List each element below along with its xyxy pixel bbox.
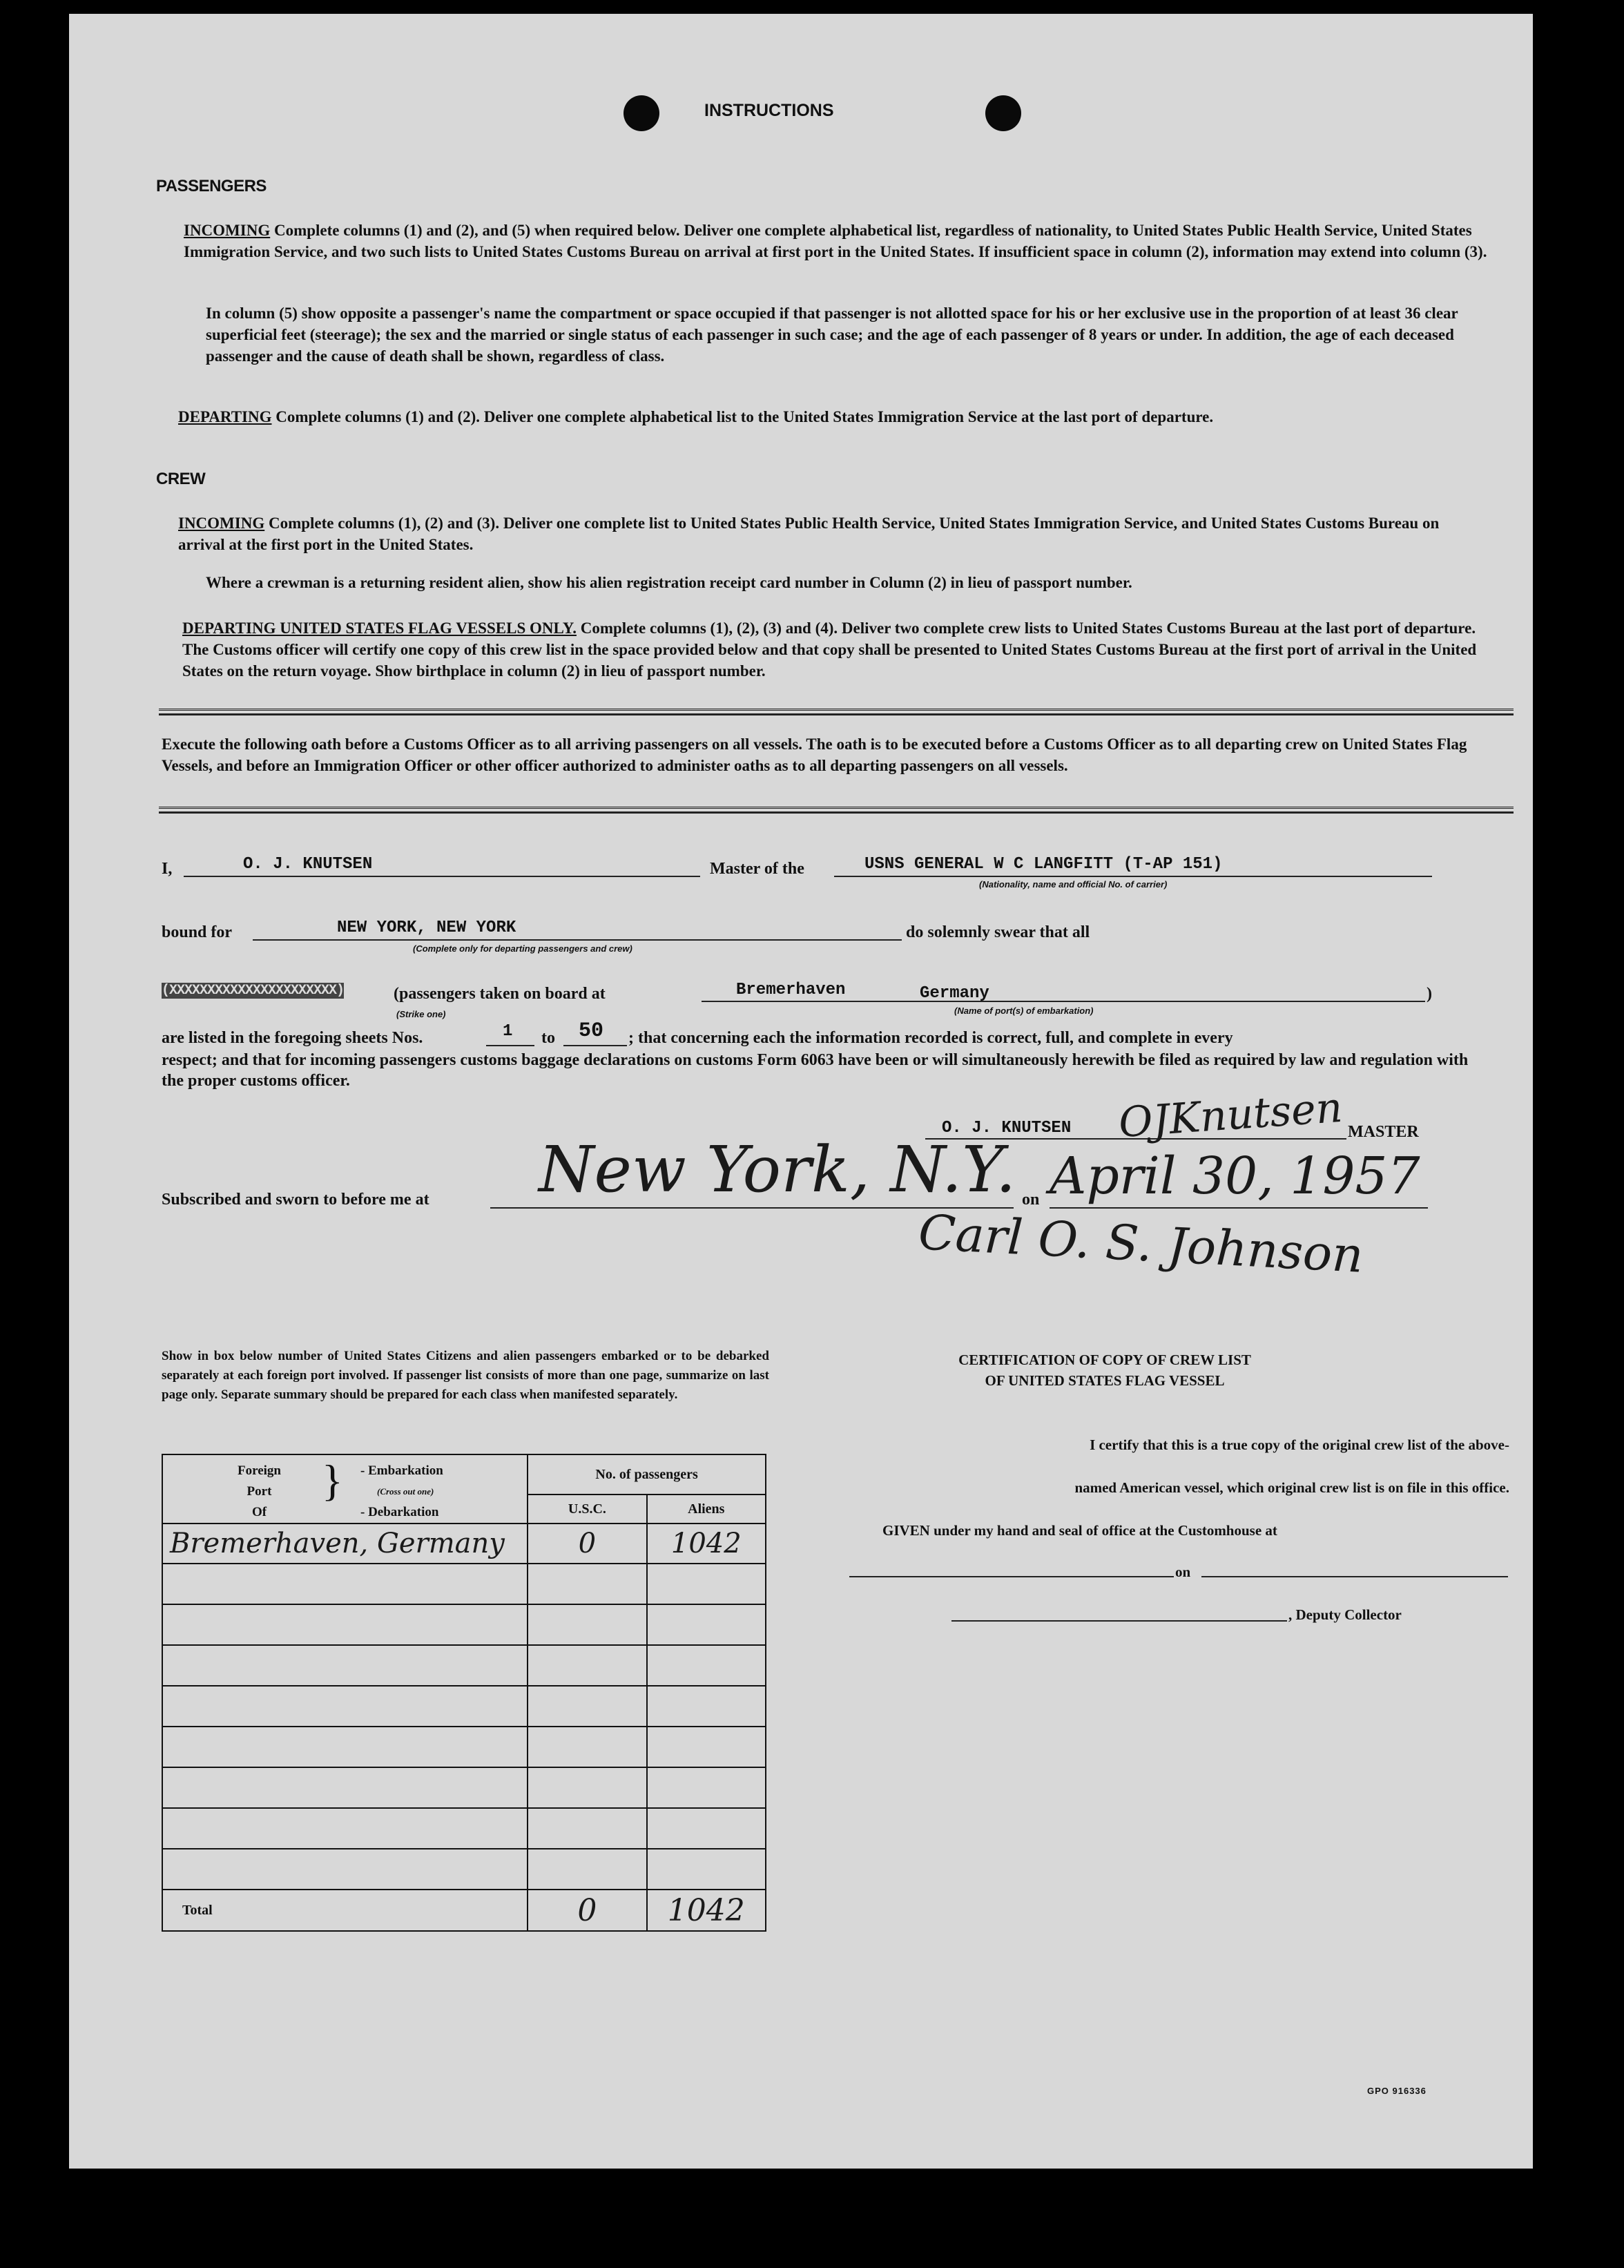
col-passengers: No. of passengers (528, 1454, 766, 1495)
passengers-incoming (184, 220, 1489, 262)
sworn-place: New York, N.Y. (539, 1133, 1016, 1207)
crew-departing (182, 617, 1489, 682)
close-paren: ) (1427, 985, 1432, 1003)
table-row (162, 1808, 766, 1849)
embarkation-port: Bremerhaven (736, 981, 846, 999)
master-label: MASTER (1348, 1123, 1419, 1141)
bound-for-line (253, 939, 902, 941)
table-row (162, 1849, 766, 1890)
master-of-label: Master of the (710, 860, 804, 878)
crew-incoming-text: Complete columns (1), (2) and (3). Deliver one complete list to United States Public Health Service, United States Immigration Service, and United States Customs Bureau on arrival at the first port in the United States. (178, 515, 1440, 553)
col-usc: U.S.C. (528, 1495, 646, 1524)
crew-incoming (178, 512, 1489, 555)
table-row (162, 1524, 766, 1564)
summary-instructions: Show in box below number of United States Citizens and alien passengers embarked or to be debarked separately at each foreign port involved. If passenger list consists of more than one page, summarize on last page only. Separate summary should be prepared for each class when manifested separately. (162, 1349, 769, 1402)
crew-incoming-label: INCOMING (178, 515, 265, 532)
total-row (162, 1890, 766, 1931)
certification-title-line1: CERTIFICATION OF COPY OF CREW LIST (958, 1352, 1251, 1368)
table-row (162, 1727, 766, 1767)
row-usc: 0 (528, 1524, 646, 1564)
bound-for-label: bound for (162, 923, 233, 941)
respect-text: respect; and that for incoming passengers customs baggage declarations on customs Form 6063 have been or will simultaneously herewith be filed as required by law and regulation with the proper customs officer. (162, 1051, 1469, 1090)
crew-resident-text: Where a crewman is a returning resident alien, show his alien registration receipt card number in Column (2) in lieu of passport number. (206, 574, 1132, 591)
swear-label: do solemnly swear that all (906, 923, 1090, 941)
table-row (162, 1564, 766, 1604)
certify-line2: named American vessel, which original crew list is on file in this office. (1074, 1479, 1509, 1496)
col-embarkation: - Embarkation (360, 1463, 443, 1478)
divider (159, 709, 1514, 715)
passengers-column5-text: In column (5) show opposite a passenger's name the compartment or space occupied if that passenger is not allotted space for his or her exclusive use in the proportion of at least 36 clear superficial feet (steerage); the sex and the married or single status of each passenger in such case; and the age of each passenger of 8 years or under. In addition, the age of each deceased passenger and the cause of death shall be shown, regardless of class. (206, 305, 1458, 365)
subscribed-label: Subscribed and sworn to before me at (162, 1191, 429, 1209)
listed-label: are listed in the foregoing sheets Nos. (162, 1029, 423, 1047)
summary-table (162, 1454, 766, 1932)
sheet-from-line (486, 1045, 534, 1046)
crew-departing-label: DEPARTING UNITED STATES FLAG VESSELS ONLY. (182, 619, 577, 637)
passengers-incoming-text: Complete columns (1) and (2), and (5) when required below. Deliver one complete alphabetical list, regardless of nationality, to United States Public Health Service, United States Immigration Service, and two such lists to United States Customs Bureau on arrival at first port in the United States. If insufficient space in column (2), information may extend into column (3). (184, 222, 1487, 260)
port-line (702, 1001, 1425, 1002)
col-aliens: Aliens (647, 1495, 766, 1524)
col-cross: (Cross out one) (377, 1486, 434, 1497)
punch-hole-right (985, 95, 1021, 131)
to-label: to (541, 1029, 555, 1047)
cert-date-line (1201, 1576, 1508, 1577)
vessel-line (834, 876, 1432, 877)
col-port: Port (246, 1484, 272, 1499)
total-usc: 0 (528, 1890, 646, 1931)
i-label: I, (162, 860, 173, 878)
passengers-incoming-label: INCOMING (184, 222, 271, 239)
bound-caption: (Complete only for departing passengers and crew) (413, 943, 632, 954)
crew-departing-text: Complete columns (1), (2), (3) and (4). Deliver two complete crew lists to United States Customs Bureau at the last port of departure. The Customs officer will certify one copy of this crew list in the space provided below and that copy shall be presented to United States Customs Bureau at the first port of arrival in the United States on the return voyage. Show birthplace in column (2) in lieu of passport number. (182, 619, 1477, 680)
total-aliens: 1042 (647, 1890, 766, 1931)
strike-caption: (Strike one) (396, 1009, 446, 1019)
handwritten-signature: OJKnutsen (1116, 1083, 1344, 1148)
master-name-line (184, 876, 700, 877)
deputy-label: , Deputy Collector (1288, 1606, 1402, 1623)
footer-code: GPO 916336 (1367, 2086, 1427, 2096)
cert-on-label: on (1175, 1564, 1191, 1580)
oath-intro: Execute the following oath before a Customs Officer as to all arriving passengers on all vessels. The oath is to be executed before a Customs Officer as to all departing crew on United States Flag Vessels, and before an Immigration Officer or other officer authorized to administer oaths as to all departing passengers on all vessels. (162, 736, 1467, 774)
certification-title (953, 1349, 1257, 1391)
sworn-date: April 30, 1957 (1050, 1146, 1420, 1206)
given-text: GIVEN under my hand and seal of office at the Customhouse at (882, 1522, 1277, 1539)
total-label: Total (162, 1890, 528, 1931)
passengers-departing (178, 406, 1489, 427)
summary-port-header: Foreign Port Of } - Embarkation (Cross out one) - Debarkation (162, 1454, 528, 1524)
master-name: O. J. KNUTSEN (243, 855, 373, 874)
port-caption: (Name of port(s) of embarkation) (954, 1006, 1094, 1016)
vessel-name: USNS GENERAL W C LANGFITT (T-AP 151) (864, 855, 1223, 874)
struck-text: (XXXXXXXXXXXXXXXXXXXXXX) (162, 983, 345, 999)
crew-title: CREW (156, 470, 206, 488)
certification-title-line2: OF UNITED STATES FLAG VESSEL (985, 1372, 1225, 1389)
typed-signature: O. J. KNUTSEN (942, 1119, 1072, 1137)
table-row (162, 1604, 766, 1645)
punch-hole-left (624, 95, 659, 131)
col-of: Of (251, 1505, 267, 1519)
row-port: Bremerhaven, Germany (162, 1524, 528, 1564)
embarkation-country: Germany (920, 984, 989, 1003)
officer-signature: Carl O. S. Johnson (917, 1204, 1365, 1284)
row-aliens: 1042 (647, 1524, 766, 1564)
sworn-date-line (1050, 1207, 1428, 1209)
instructions-heading: INSTRUCTIONS (704, 101, 834, 120)
passengers-taken-label: (passengers taken on board at (394, 985, 606, 1003)
passengers-departing-text: Complete columns (1) and (2). Deliver one complete alphabetical list to the United States Immigration Service at the last port of departure. (276, 408, 1214, 425)
passengers-departing-label: DEPARTING (178, 408, 272, 425)
passengers-title: PASSENGERS (156, 177, 267, 195)
customhouse-line (849, 1576, 1174, 1577)
table-row (162, 1645, 766, 1686)
certify-line1: I certify that this is a true copy of the original crew list of the above- (1090, 1436, 1509, 1453)
col-foreign: Foreign (238, 1463, 281, 1478)
bound-for-value: NEW YORK, NEW YORK (337, 919, 516, 937)
document-page (69, 14, 1533, 2169)
concerning-text: ; that concerning each the information recorded is correct, full, and complete in every (628, 1029, 1233, 1047)
sheet-to: 50 (579, 1019, 604, 1043)
table-row (162, 1767, 766, 1808)
sheet-to-line (563, 1045, 627, 1046)
table-row (162, 1686, 766, 1727)
on-label: on (1022, 1191, 1040, 1209)
vessel-caption: (Nationality, name and official No. of carrier) (979, 879, 1168, 890)
col-debarkation: - Debarkation (360, 1505, 439, 1519)
sheet-from: 1 (503, 1022, 513, 1041)
deputy-line (951, 1620, 1287, 1622)
divider (159, 807, 1514, 814)
